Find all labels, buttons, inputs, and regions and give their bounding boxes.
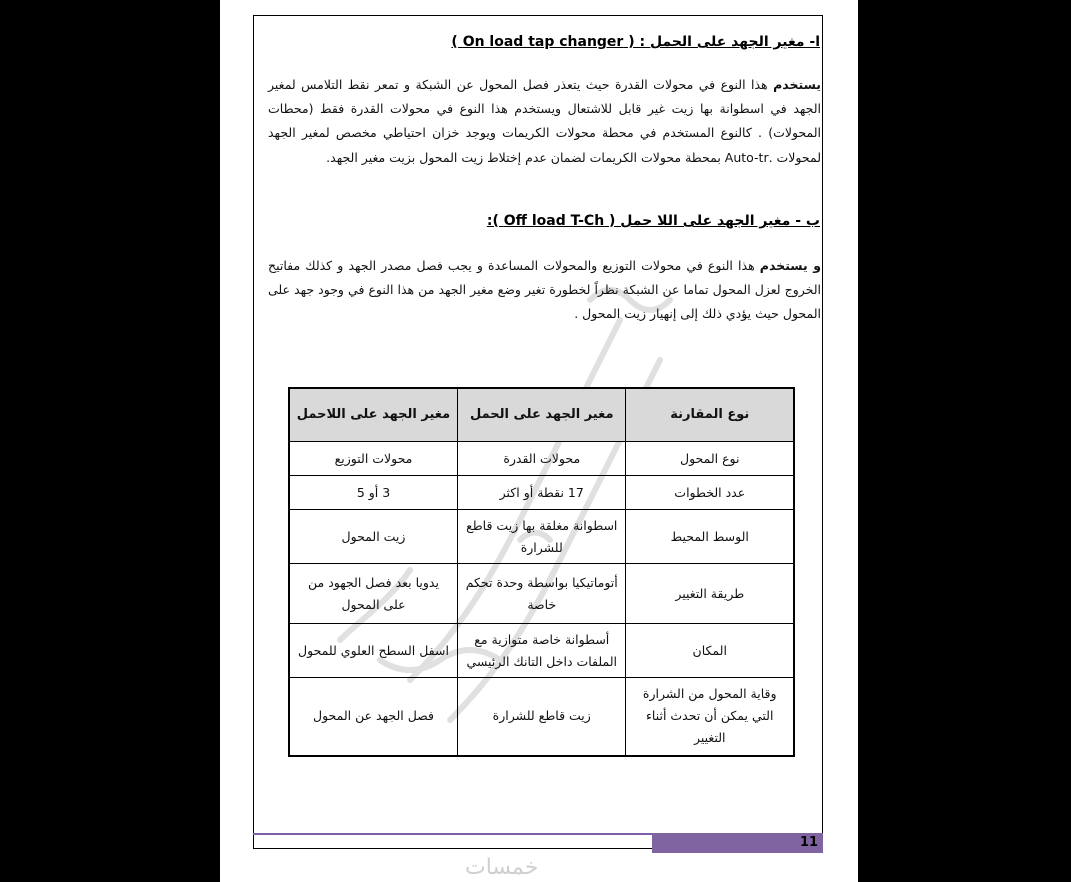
table-row [289,442,794,476]
table-cell: أسطوانة خاصة متوازية مع الملفات داخل التانك الرئيسي [458,624,626,678]
table-cell: محولات القدرة [458,442,626,476]
section-heading-off-load: ب - مغير الجهد على اللا حمل ( Off load T-Ch ): [486,213,820,229]
document-page [220,0,858,882]
table-cell: المكان [626,624,794,678]
paragraph-off-load [268,254,821,327]
comparison-table [288,387,795,757]
paragraph-body: هذا النوع في محولات القدرة حيث يتعذر فصل المحول عن الشبكة و تمعر نقط التلامس لمغير الجهد في اسطوانة بها زيت غير قابل للاشتعال ويستخدم هذا النوع في محولات القدرة فقط (محطات المحولات) . كالنوع المستخدم في محطة محولات الكريمات ويوجد خزان احتياطي مخصص لمغير الجهد لمحولات .Auto-tr بمحطة محولات الكريمات لضمان عدم إختلاط زيت المحول بزيت مغير الجهد. [268,77,821,165]
table-cell: اسفل السطح العلوي للمحول [289,624,458,678]
right-margin [858,0,1071,882]
table-cell: زيت المحول [289,510,458,564]
paragraph-body: هذا النوع في محولات التوزيع والمحولات المساعدة و يجب فصل مصدر الجهد و كذلك مفاتيح الخروج لعزل المحول تماما عن الشبكة نظراً لخطورة تغير وضع مغير الجهد من هذا النوع في وجود جهد على المحول حيث يؤدي ذلك إلى إنهيار زيت المحول . [268,258,821,322]
table-cell: طريقة التغيير [626,564,794,624]
table-row [289,564,794,624]
table-cell: زيت قاطع للشرارة [458,678,626,756]
table-cell: الوسط المحيط [626,510,794,564]
table-cell: وقاية المحول من الشرارة التي يمكن أن تحدث أثناء التغيير [626,678,794,756]
paragraph-on-load [268,73,821,170]
brand-watermark: خمسات [465,855,539,880]
table-cell: أتوماتيكيا بواسطة وحدة تحكم خاصة [458,564,626,624]
table-row [289,624,794,678]
section-heading-on-load: ا- مغير الجهد على الحمل : ( On load tap changer ) [451,34,820,50]
table-cell: اسطوانة مغلقة بها زيت قاطع للشرارة [458,510,626,564]
paragraph-lead: يستخدم [773,77,821,92]
table-cell: 17 نقطة أو اكثر [458,476,626,510]
table-row [289,476,794,510]
table-cell: محولات التوزيع [289,442,458,476]
table-cell: يدويا بعد فصل الجهود من على المحول [289,564,458,624]
table-cell: عدد الخطوات [626,476,794,510]
paragraph-lead: و يستخدم [759,258,821,273]
table-header: مغير الجهد على اللاحمل [289,388,458,442]
table-row [289,678,794,756]
table-cell: نوع المحول [626,442,794,476]
table-cell: فصل الجهد عن المحول [289,678,458,756]
page-number: 11 [800,835,819,850]
table-cell: 3 أو 5 [289,476,458,510]
table-header: نوع المقارنة [626,388,794,442]
left-margin [0,0,220,882]
table-row [289,510,794,564]
table-header-row [289,388,794,442]
table-header: مغير الجهد على الحمل [458,388,626,442]
footer-color-block [652,833,823,853]
